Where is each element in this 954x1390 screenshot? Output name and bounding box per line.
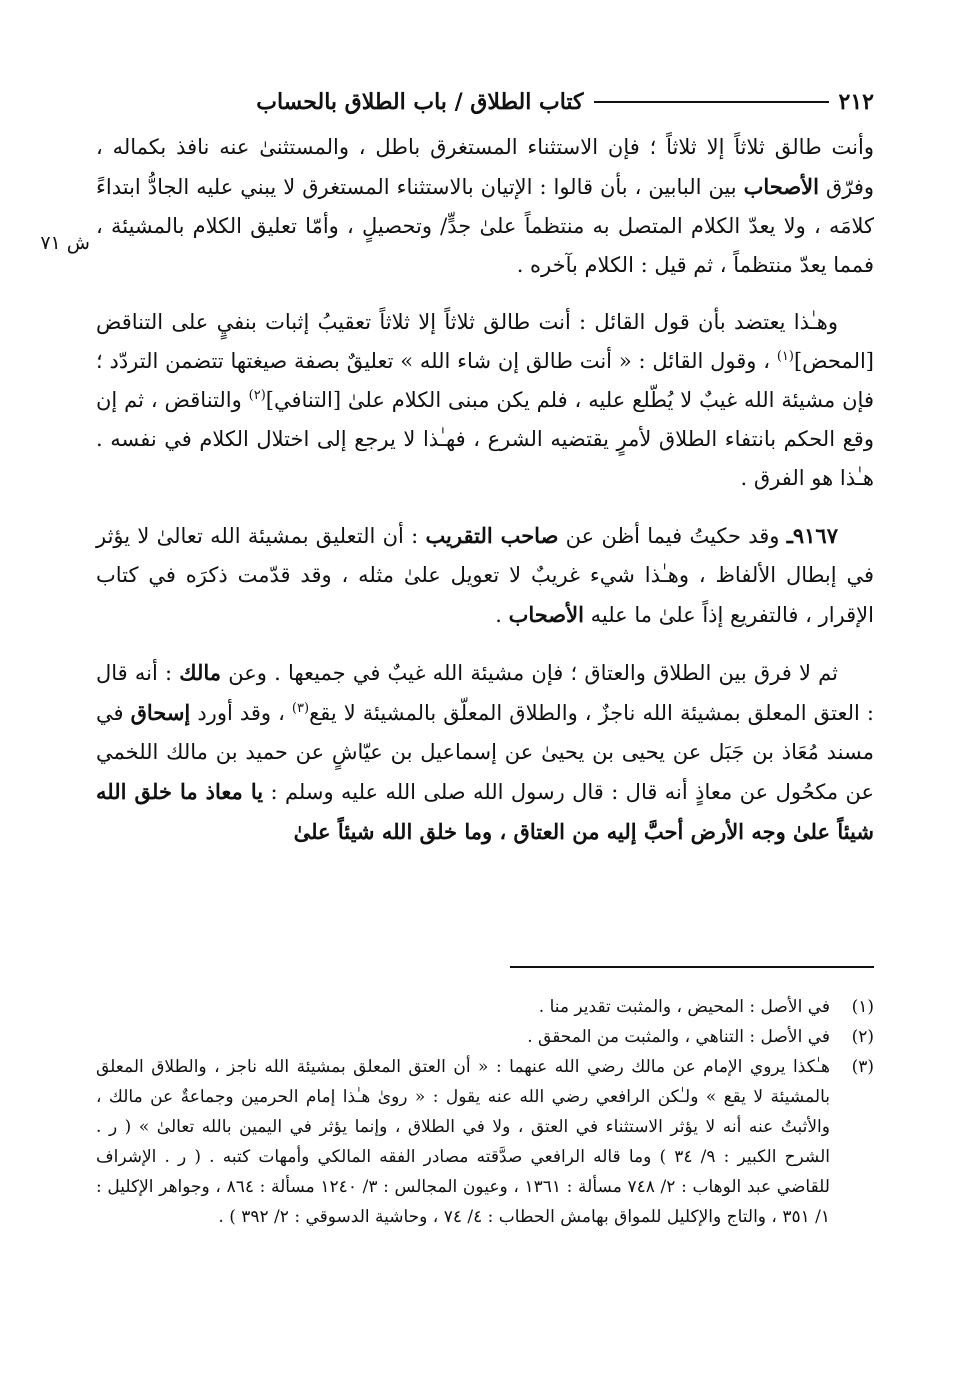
text-run: وقد حكيتُ فيما أظن عن [558,524,787,548]
paragraph-3 [96,516,874,635]
text-run: ، وقول القائل : « أنت طالق إن شاء الله » تعليقٌ بصفة صيغتها تتضمن التردّد ؛ فإن مشيئة الله غيبٌ لا يُطّلع عليه ، فلم يكن مبنى الكلام علىٰ [التنافي] [96,349,874,412]
footnote-ref: (١) [776,349,794,364]
text-run: . [495,603,509,627]
text-run: وأنت طالق ثلاثاً إلا ثلاثاً ؛ فإن الاستثناء المستغرق باطل ، والمستثنىٰ عنه نافذ بكماله ، وفرّق [96,135,874,199]
footnote-ref: (٣) [291,701,310,716]
footnote [96,992,874,1022]
margin-note: ش ٧١ [40,232,90,254]
footnote-separator [510,966,874,968]
running-header [96,80,874,124]
bold-term: مالك [179,660,222,685]
footnote [96,1022,874,1052]
text-run: بين البابين ، بأن قالوا : الإتيان بالاستثناء المستغرق لا يبني عليه الجادُّ ابتداءً كلامَه ، ولا يعدّ الكلام المتصل به منتظماً علىٰ جدٍّ/ وتحصيلٍ ، وأمّا تعليق الكلام بالمشيئة ، فمما يعدّ منتظماً ، ثم قيل : الكلام بآخره . [96,175,874,277]
text-run: : أن التعليق بمشيئة الله تعالىٰ لا يؤثر في إبطال الألفاظ ، وهـٰذا شيء غريبٌ لا تعويل علىٰ مثله ، وقد قدّمت ذكرَه في كتاب الإقرار ، فالتفريع إذاً علىٰ ما عليه [96,524,874,627]
text-run: وهـٰذا يعتضد بأن قول القائل : أنت طالق ثلاثاً إلا ثلاثاً تعقيبُ إثبات بنفيٍ على التناقض [المحض] [96,310,874,373]
paragraph-1 [96,128,874,285]
footnote-text: في الأصل : المحيض ، والمثبت تقدير منا . [538,997,830,1017]
header-title: كتاب الطلاق / باب الطلاق بالحساب [256,89,584,115]
header-rule [594,101,829,103]
footnote-text: هـٰكذا يروي الإمام عن مالك رضي الله عنهما : « أن العتق المعلق بمشيئة الله ناجز ، والطلاق المعلق بالمشيئة لا يقع » ولـٰكن الرافعي رضي الله عنه يقول : « روىٰ هـٰذا إمام الحرمين وجماعةٌ عن مالك ، والأثبتُ عنه أنه لا يؤثر الاستثناء في العتق ، ولا في الطلاق ، وإنما يؤثر في اليمين بالله تعالىٰ » ( ر . الشرح الكبير : ٩/ ٣٤ ) وما قاله الرافعي صدَّقته مصادر الفقه المالكي وأمهات كتبه . ( ر . الإشراف للقاضي عبد الوهاب : ٢/ ٧٤٨ مسألة : ١٣٦١ ، وعيون المجالس : ٣/ ١٢٤٠ مسألة : ٨٦٤ ، وجواهر الإكليل : ١/ ٣٥١ ، والتاج والإكليل للمواق بهامش الحطاب : ٤/ ٧٤ ، وحاشية الدسوقي : ٢/ ٣٩٢ ) . [96,1057,831,1227]
footnote-text: في الأصل : التناهي ، والمثبت من المحقق . [527,1027,830,1047]
bold-term: صاحب التقريب [425,523,559,548]
main-text [96,128,874,852]
footnote-ref: (٢) [248,388,266,403]
text-run: في مسند مُعَاذ بن جَبَل عن يحيى بن يحيىٰ عن إسماعيل بن عيّاشٍ عن حميد بن مالك اللخمي عن مكحُول عن معاذٍ أنه قال : قال رسول الله صلى الله عليه وسلم : [96,701,874,804]
text-run: والتناقض ، ثم إن وقع الحكم بانتفاء الطلاق لأمرٍ يقتضيه الشرع ، فهـٰذا لا يرجع إلى اختلال الكلام في نفسه . هـٰذا هو الفرق . [96,388,874,490]
footnote-number: (١) [851,997,874,1017]
footnote [96,1052,874,1232]
text-run: ثم لا فرق بين الطلاق والعتاق ؛ فإن مشيئة الله غيبٌ في جميعها . وعن [221,661,838,685]
bold-term: الأصحاب [743,174,819,199]
footnotes [96,992,874,1232]
issue-number: ٩١٦٧ـ [786,523,838,548]
paragraph-2 [96,303,874,498]
footnote-number: (٣) [851,1057,874,1077]
bold-quote: يا معاذ ما خلق الله شيئاً علىٰ وجه الأرض أحبَّ إليه من العتاق ، وما خلق الله شيئاً علىٰ [96,779,874,844]
bold-term: الأصحاب [508,602,584,627]
text-run: : أنه قال : العتق المعلق بمشيئة الله ناجزٌ ، والطلاق المعلّق بالمشيئة لا يقع [96,661,874,725]
page-number: ٢١٢ [838,89,874,115]
footnote-number: (٢) [851,1027,874,1047]
bold-term: إسحاق [130,700,191,725]
text-run: ، وقد أورد [190,701,292,725]
paragraph-4 [96,653,874,852]
